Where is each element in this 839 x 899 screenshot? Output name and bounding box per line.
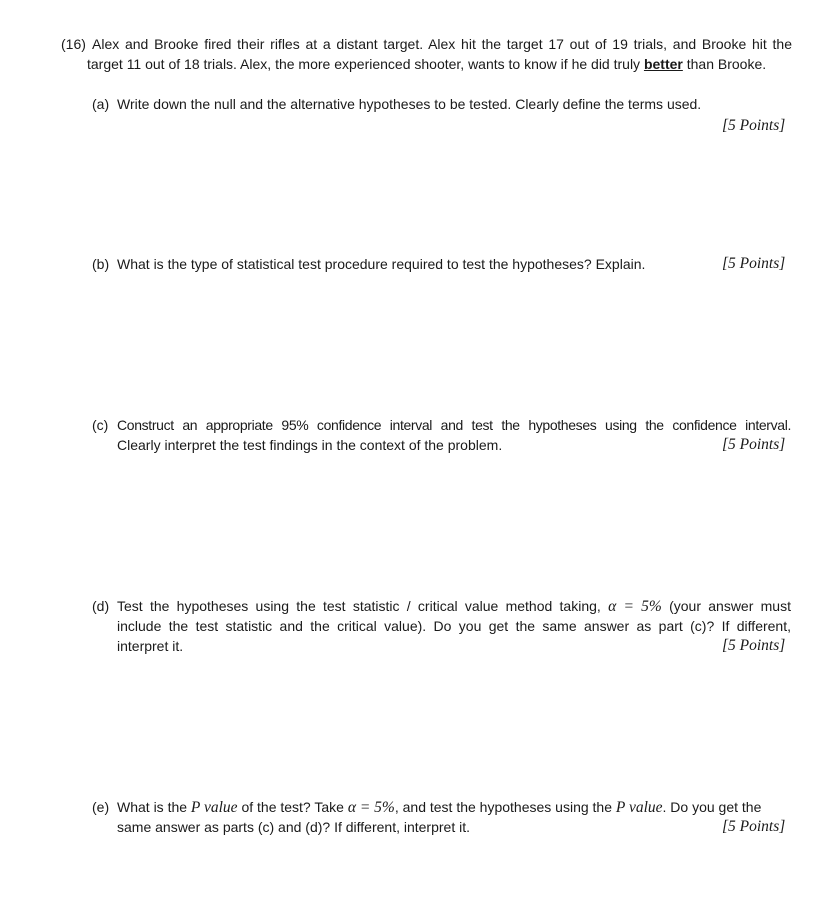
p-value-term-1: P value: [190, 799, 238, 816]
part-e-points-text: [5 Points]: [722, 818, 786, 835]
question-number: (16): [61, 36, 86, 52]
part-b-points-text: [5 Points]: [722, 255, 786, 272]
part-d-points-text: [5 Points]: [722, 637, 786, 654]
part-d-text-line-3: interpret it.: [117, 638, 184, 654]
part-e-text-seg-1: What is the: [117, 799, 191, 815]
part-d-text-line-1: [117, 596, 791, 617]
part-c-text-line-1: Construct an appropriate 95% confidence interval and test the hypotheses using the confidence interval.: [117, 417, 791, 433]
part-a-points-text: [5 Points]: [722, 117, 786, 134]
alpha-equation: α = 5%: [608, 598, 662, 615]
part-c-label: (c): [92, 417, 109, 433]
part-d-points: [722, 636, 785, 656]
part-e-text-seg-2: of the test? Take: [237, 799, 348, 815]
part-c-text-line-2: Clearly interpret the test findings in the context of the problem.: [117, 437, 503, 453]
part-a-points: [722, 116, 785, 136]
part-e-label: (e): [92, 799, 110, 815]
part-e-text-seg-4: . Do you get the: [662, 799, 762, 815]
question-text-line-1: Alex and Brooke fired their rifles at a distant target. Alex hit the target 17 out of 19 trials, and Brooke hit the: [92, 36, 792, 52]
part-c-points-text: [5 Points]: [722, 436, 786, 453]
part-a-label: (a): [92, 96, 110, 112]
part-b-text: What is the type of statistical test procedure required to test the hypotheses? Explain.: [117, 256, 646, 272]
part-e-text-line-2: same answer as parts (c) and (d)? If different, interpret it.: [117, 819, 471, 835]
alpha-equation-e: α = 5%: [347, 799, 395, 816]
part-c-points: [722, 435, 785, 455]
part-a-text: Write down the null and the alternative hypotheses to be tested. Clearly define the terms used.: [117, 96, 702, 112]
part-b-label: (b): [92, 256, 110, 272]
emphasis-better: better: [643, 56, 683, 72]
question-text-line-2-start: target 11 out of 18 trials. Alex, the more experienced shooter, wants to know if he did truly: [87, 56, 644, 72]
part-e-text-line-1: [117, 797, 761, 818]
question-text-line-2-end: than Brooke.: [682, 56, 767, 72]
part-d-label: (d): [92, 598, 110, 614]
part-d-text-line-1-end: (your answer must: [661, 598, 791, 614]
part-d-text-line-1-start: Test the hypotheses using the test statistic / critical value method taking,: [117, 598, 609, 614]
p-value-term-2: P value: [615, 799, 663, 816]
part-e-text-seg-3: , and test the hypotheses using the: [394, 799, 616, 815]
part-b-points: [722, 254, 785, 274]
part-e-points: [722, 817, 785, 837]
question-text-line-2: [87, 54, 766, 74]
part-d-text-line-2: include the test statistic and the critical value). Do you get the same answer as part (c)? If different,: [117, 618, 791, 634]
